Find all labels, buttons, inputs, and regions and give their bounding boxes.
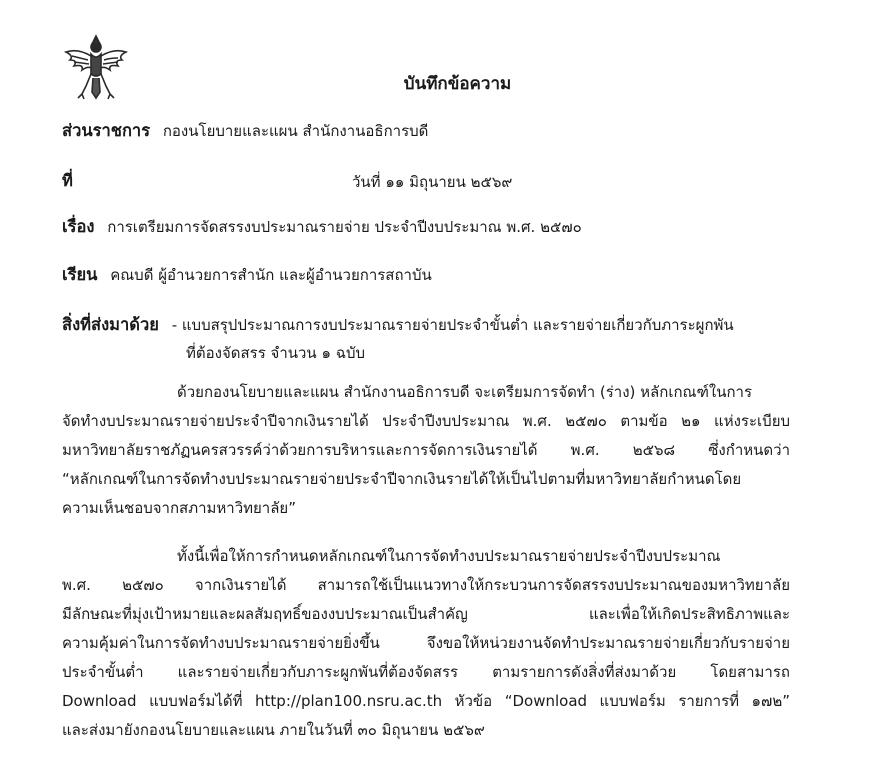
paragraph-1-line: มหาวิทยาลัยราชภัฏนครสวรรค์ว่าด้วยการบริหารและการจัดการเงินรายได้ พ.ศ. ๒๕๖๘ ซึ่งกำหนดว่า: [62, 441, 790, 459]
department-row: [62, 118, 428, 144]
memo-title: [0, 70, 875, 97]
memo-title-text: บันทึกข้อความ: [403, 74, 512, 94]
recipient-row: [62, 262, 432, 288]
subject-value: การเตรียมการจัดสรรงบประมาณรายจ่าย ประจำปีงบประมาณ พ.ศ. ๒๕๗๐: [107, 218, 582, 236]
paragraph-2-line: และส่งมายังกองนโยบายและแผน ภายในวันที่ ๓๐ มิถุนายน ๒๕๖๙: [62, 721, 485, 739]
reference-label: ที่: [62, 171, 73, 190]
subject-label: เรื่อง: [62, 217, 95, 236]
paragraph-1-line: “หลักเกณฑ์ในการจัดทำงบประมาณรายจ่ายประจำปีจากเงินรายได้ให้เป็นไปตามที่มหาวิทยาลัยกำหนดโดย: [62, 470, 742, 488]
paragraph-2-line: ทั้งนี้เพื่อให้การกำหนดหลักเกณฑ์ในการจัดทำงบประมาณรายจ่ายประจำปีงบประมาณ: [177, 547, 721, 565]
enclosure-label: สิ่งที่ส่งมาด้วย: [62, 315, 159, 334]
paragraph-1-line: ความเห็นชอบจากสภามหาวิทยาลัย”: [62, 499, 296, 517]
paragraph-2-line: ประจำขั้นต่ำ และรายจ่ายเกี่ยวกับภาระผูกพันที่ต้องจัดสรร ตามรายการดังสิ่งที่ส่งมาด้วย โดยสามารถ: [62, 663, 790, 681]
paragraph-2-line: พ.ศ. ๒๕๗๐ จากเงินรายได้ สามารถใช้เป็นแนวทางให้กระบวนการจัดสรรงบประมาณของมหาวิทยาลัย: [62, 576, 790, 594]
date-text: วันที่ ๑๑ มิถุนายน ๒๕๖๙: [352, 173, 513, 191]
department-label: ส่วนราชการ: [62, 121, 151, 140]
paragraph-1: [62, 378, 790, 523]
paragraph-2-line: Download แบบฟอร์มได้ที่ http://plan100.nsru.ac.th หัวข้อ “Download แบบฟอร์ม รายการที่ ๑๗๒”: [62, 692, 790, 710]
recipient-label: เรียน: [62, 265, 98, 284]
paragraph-2-line: มีลักษณะที่มุ่งเป้าหมายและผลสัมฤทธิ์ของงบประมาณเป็นสำคัญ และเพื่อให้เกิดประสิทธิภาพและ: [62, 605, 790, 623]
paragraph-1-line: ด้วยกองนโยบายและแผน สำนักงานอธิการบดี จะเตรียมการจัดทำ (ร่าง) หลักเกณฑ์ในการ: [177, 383, 753, 401]
enclosure-row: [62, 312, 734, 338]
recipient-value: คณบดี ผู้อำนวยการสำนัก และผู้อำนวยการสถาบัน: [110, 266, 432, 284]
enclosure-line-1: - แบบสรุปประมาณการงบประมาณรายจ่ายประจำขั้นต่ำ และรายจ่ายเกี่ยวกับภาระผูกพัน: [171, 316, 734, 334]
paragraph-2-line: ความคุ้มค่าในการจัดทำงบประมาณรายจ่ายยิ่งขึ้น จึงขอให้หน่วยงานจัดทำประมาณรายจ่ายเกี่ยวกับรายจ่าย: [62, 634, 790, 652]
paragraph-2: [62, 542, 790, 745]
subject-row: [62, 214, 582, 240]
department-value: กองนโยบายและแผน สำนักงานอธิการบดี: [162, 122, 429, 140]
paragraph-1-line: จัดทำงบประมาณรายจ่ายประจำปีจากเงินรายได้ ประจำปีงบประมาณ พ.ศ. ๒๕๗๐ ตามข้อ ๒๑ แห่งระเบียบ: [62, 412, 790, 430]
enclosure-line-2: ที่ต้องจัดสรร จำนวน ๑ ฉบับ: [186, 344, 365, 362]
reference-row: [62, 168, 81, 194]
